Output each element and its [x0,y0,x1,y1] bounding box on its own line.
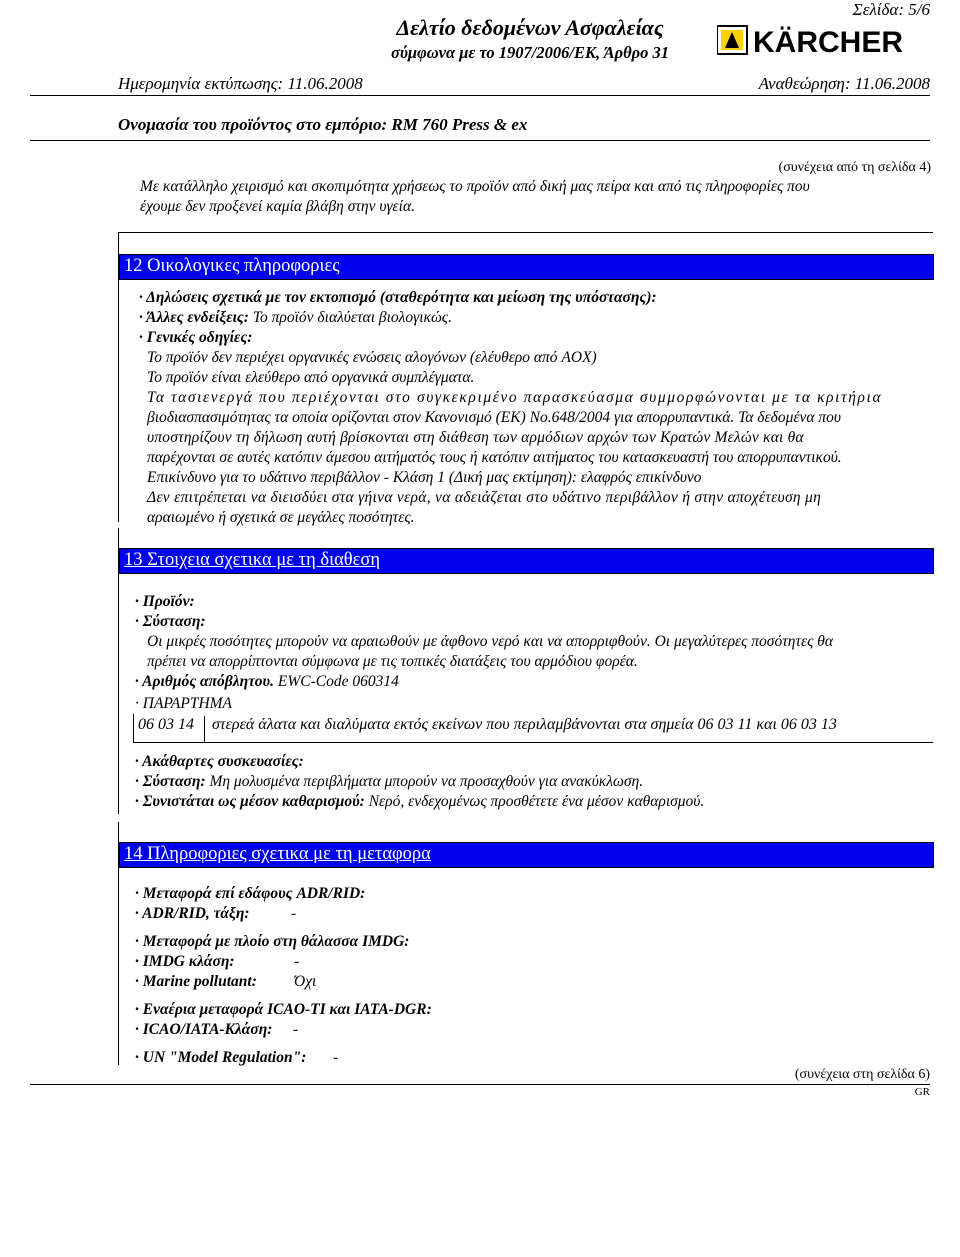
sec13-product: · Προϊόν: [135,593,195,610]
section-14-header [119,842,934,868]
sec14-icao: · ICAO/IATA-Κλάση: [135,1021,273,1038]
sec14-adr-class: · ADR/RID, τάξη: [135,905,250,922]
sec14-adr-value: - [291,905,297,922]
sec12-line-4: Το προϊόν δεν περιέχει οργανικές ενώσεις αλογόνων (ελέυθερο από AOX) [147,349,597,366]
sec12-line-9: παρέχονται σε αυτές κατόπιν άμεσου αιτήματός τους ή κατόπιν αιτήματος του κατασκευαστή του απορρυπαντικού. [147,449,842,466]
section-13-header [119,548,934,574]
language-code: GR [914,1086,930,1098]
sec12-line-3: · Γενικές οδηγίες: [139,329,253,346]
sec14-icao-value: - [293,1021,299,1038]
sec12-line-12: αραιωμένο ή σχετικά σε μεγάλες ποσότητες. [147,509,415,526]
sec14-un-value: - [333,1049,339,1066]
document-subtitle: σύμφωνα με το 1907/2006/ΕΚ, Άρθρο 31 [390,43,670,62]
header-divider-2 [30,140,930,141]
section-12-title: 12 Οικολογικες πληροφοριες [124,256,340,276]
section-12-header [119,254,934,280]
sec12-line-6: Τα τασιενεργά που περιέχονται στο συγκεκριμένο παρασκεύασμα συμμορφώνονται με τα κριτήρια [147,389,883,406]
logo-wordmark: KÄRCHER [753,26,903,58]
revision-date: Αναθεώρηση: 11.06.2008 [758,74,930,93]
sec12-line-11: Δεν επιτρέπεται να διεισδύει στα γήινα νερά, να αδειάζεται στο υδάτινο περιβάλλον ή στην αποχέτευση μη [147,489,822,506]
sec13-composition: · Σύσταση: [135,613,206,630]
product-name: Ονομασία του προϊόντος στο εμπόριο: RM 760 Press & ex [118,115,528,134]
continued-from: (συνέχεια από τη σελίδα 4) [778,160,931,175]
sec14-marine-value: Όχι [294,973,317,990]
sec12-line-2: · Άλλες ενδείξεις: Το προϊόν διαλύεται βιολογικώς. [139,309,452,326]
sec12-line-7: βιοδιασπασιμότητας τα οποία ορίζονται στον Κανονισμό (ΕΚ) Νο.648/2004 για απορρυπαντικά. Τα δεδομένα που [147,409,841,426]
sec13-dirty-packaging: · Ακάθαρτες συσκευασίες: [135,753,304,770]
intro-line-1: Με κατάλληλο χειρισμό και σκοπιμότητα χρήσεως το προϊόν από δική μας πείρα και από τις πληροφορίες που [140,178,810,195]
sec12-line-10: Επικίνδυνο για το υδάτινο περιβάλλον - Κλάση 1 (Δική μας εκτίμηση): ελαφρός επικίνδυνο [147,469,702,486]
sec14-imdg-head: · Μεταφορά με πλοίο στη θάλασσα IMDG: [135,933,410,950]
document-title: Δελτίο δεδομένων Ασφαλείας [396,15,664,40]
section-14-title: 14 Πληροφοριες σχετικα με τη μεταφορα [124,844,431,864]
page-number: Σελίδα: 5/6 [852,0,930,19]
continuation-block [118,152,933,233]
sec14-imdg-class: · IMDG κλάση: [135,953,235,970]
sec12-line-5: Το προϊόν είναι ελεύθερο από οργανικά συμπλέγματα. [147,369,475,386]
karcher-logo [717,22,917,58]
section-12 [118,232,934,526]
footer-divider [30,1084,930,1085]
sec12-line-1: · Δηλώσεις σχετικά με τον εκτοπισμό (σταθερότητα και μείωση της υπόστασης): [139,289,657,306]
section-13 [118,528,934,814]
sec14-marine: · Marine pollutant: [135,973,257,990]
section-13-title: 13 Στοιχεια σχετικα με τη διαθεση [124,550,381,570]
annex-table [133,714,933,743]
sec13-text-1: Οι μικρές ποσότητες μπορούν να αραιωθούν με άφθονο νερό και να απορριφθούν. Οι μεγαλύτερες ποσότητες θα [147,633,833,650]
sec14-air-head: · Εναέρια μεταφορά ICAO-TI και IATA-DGR: [135,1001,432,1018]
continued-on: (συνέχεια στη σελίδα 6) [794,1067,930,1082]
intro-line-2: έχουμε δεν προξενεί καμία βλάβη στην υγεία. [140,198,415,215]
sec13-waste: · Αριθμός απόβλητου. EWC-Code 060314 [135,673,399,690]
sec13-cleaning: · Συνιστάται ως μέσον καθαρισμού: Νερό, ενδεχομένως προσθέτετε ένα μέσον καθαρισμού. [135,793,705,810]
sec13-annex: · ΠΑΡΑΡΤΗΜΑ [135,695,233,712]
sec13-composition-2: · Σύσταση: Μη μολυσμένα περιβλήματα μπορούν να προσαχθούν για ανακύκλωση. [135,773,644,790]
section-14 [118,822,934,1065]
sec13-text-2: πρέπει να απορρίπτονται σύμφωνα με τις τοπικές διατάξεις του αρμόδιου φορέα. [147,653,638,670]
header-divider [30,95,930,96]
print-date: Ημερομηνία εκτύπωσης: 11.06.2008 [118,74,363,93]
sec14-imdg-value: - [294,953,300,970]
sec12-line-8: υποστηρίζουν τη δήλωση αυτή βρίσκονται στη διάθεση των αρμόδιων αρχών των Κρατών Μελών και θα [147,429,804,446]
annex-description: στερεά άλατα και διαλύματα εκτός εκείνων που περιλαμβάνονται στα σημεία 06 03 11 και 06 03 13 [212,716,837,733]
sec14-un: · UN "Model Regulation": [135,1049,307,1066]
annex-code: 06 03 14 [134,716,205,742]
sec14-adr-head: · Μεταφορά επί εδάφους ADR/RID: [135,885,366,902]
